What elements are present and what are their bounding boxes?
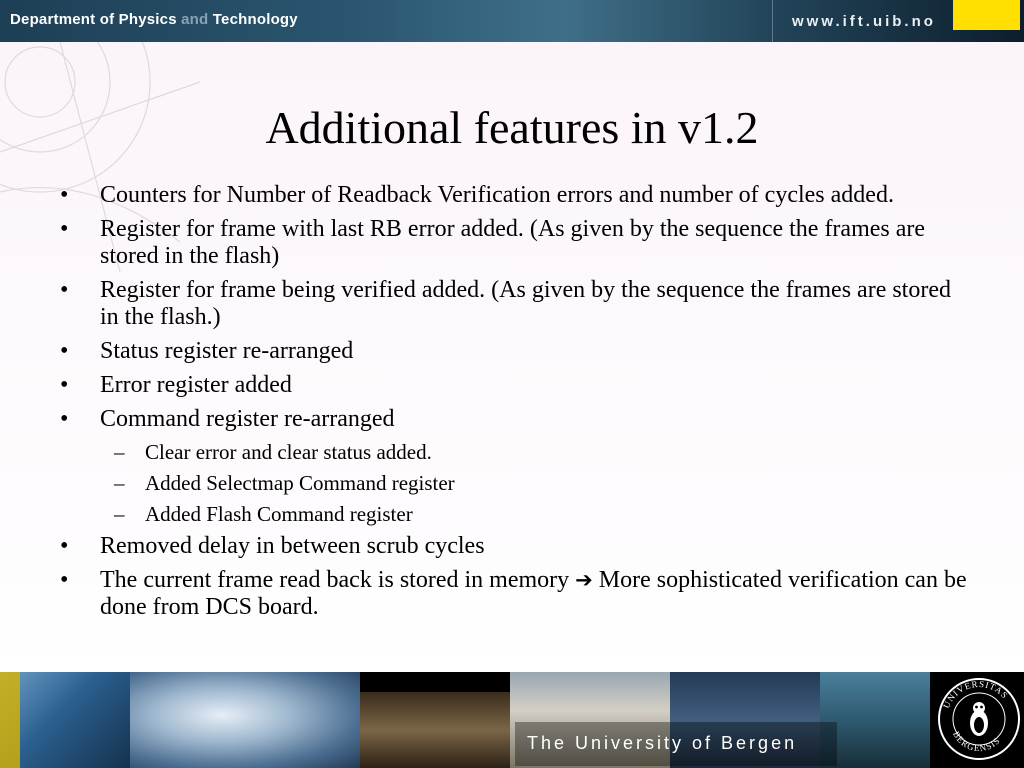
bullet-item — [54, 216, 974, 270]
sub-bullet-marker: – — [114, 440, 125, 464]
bullet-item — [54, 182, 974, 209]
sub-bullet-item — [54, 502, 974, 526]
bullet-marker: • — [60, 182, 69, 208]
university-seal-logo — [937, 677, 1021, 761]
bullet-text: Counters for Number of Readback Verification errors and number of cycles added. — [100, 182, 894, 208]
department-name-main: Department of Physics — [10, 11, 177, 28]
header-divider — [772, 0, 773, 42]
bullet-text: Register for frame with last RB error added. (As given by the sequence the frames are stored in the flash) — [100, 216, 926, 269]
bullet-text-before-arrow: The current frame read back is stored in memory — [100, 567, 570, 593]
sub-bullet-text: Added Selectmap Command register — [145, 471, 455, 495]
bullet-marker: • — [60, 338, 69, 364]
face-photo — [130, 672, 360, 768]
bullet-marker: • — [60, 567, 69, 593]
bullet-marker: • — [60, 372, 69, 398]
svg-text:BERGENSIS: BERGENSIS — [951, 729, 1003, 754]
bullet-marker: • — [60, 277, 69, 303]
bullet-item — [54, 406, 974, 433]
sub-bullet-marker: – — [114, 502, 125, 526]
department-name-connector: and — [181, 11, 209, 28]
right-arrow-icon: ➔ — [575, 568, 593, 592]
bullet-item — [54, 338, 974, 365]
footer-accent-strip — [0, 672, 20, 768]
svg-text:UNIVERSITAS: UNIVERSITAS — [941, 678, 1011, 710]
footer-banner — [0, 672, 1024, 768]
bullet-item — [54, 277, 974, 331]
bullet-text: Removed delay in between scrub cycles — [100, 533, 485, 559]
slide-title: Additional features in v1.2 — [265, 102, 759, 153]
site-url: www.ift.uib.no — [792, 13, 936, 30]
bullet-marker: • — [60, 406, 69, 432]
bullet-text: Status register re-arranged — [100, 338, 354, 364]
sub-bullet-item — [54, 471, 974, 495]
university-name: The University of Bergen — [527, 733, 798, 753]
bullet-item — [54, 567, 974, 621]
sub-bullet-item — [54, 440, 974, 464]
sub-bullet-text: Clear error and clear status added. — [145, 440, 432, 464]
archway-photo — [360, 692, 510, 768]
bullet-text: Error register added — [100, 372, 292, 398]
bullet-text: Register for frame being verified added. (As given by the sequence the frames are stored in the flash.) — [100, 277, 951, 330]
bullet-marker: • — [60, 216, 69, 242]
bullet-item — [54, 372, 974, 399]
bullet-text: Command register re-arranged — [100, 406, 395, 432]
bullet-text-after-arrow: More sophisticated verification can be done from DCS board. — [100, 567, 967, 620]
department-name-end: Technology — [212, 11, 298, 28]
sub-bullet-marker: – — [114, 471, 125, 495]
accent-block — [953, 0, 1020, 30]
department-title — [10, 11, 298, 28]
sub-bullet-text: Added Flash Command register — [145, 502, 413, 526]
bullet-item — [54, 533, 974, 560]
bullet-marker: • — [60, 533, 69, 559]
bullet-list — [54, 182, 974, 628]
